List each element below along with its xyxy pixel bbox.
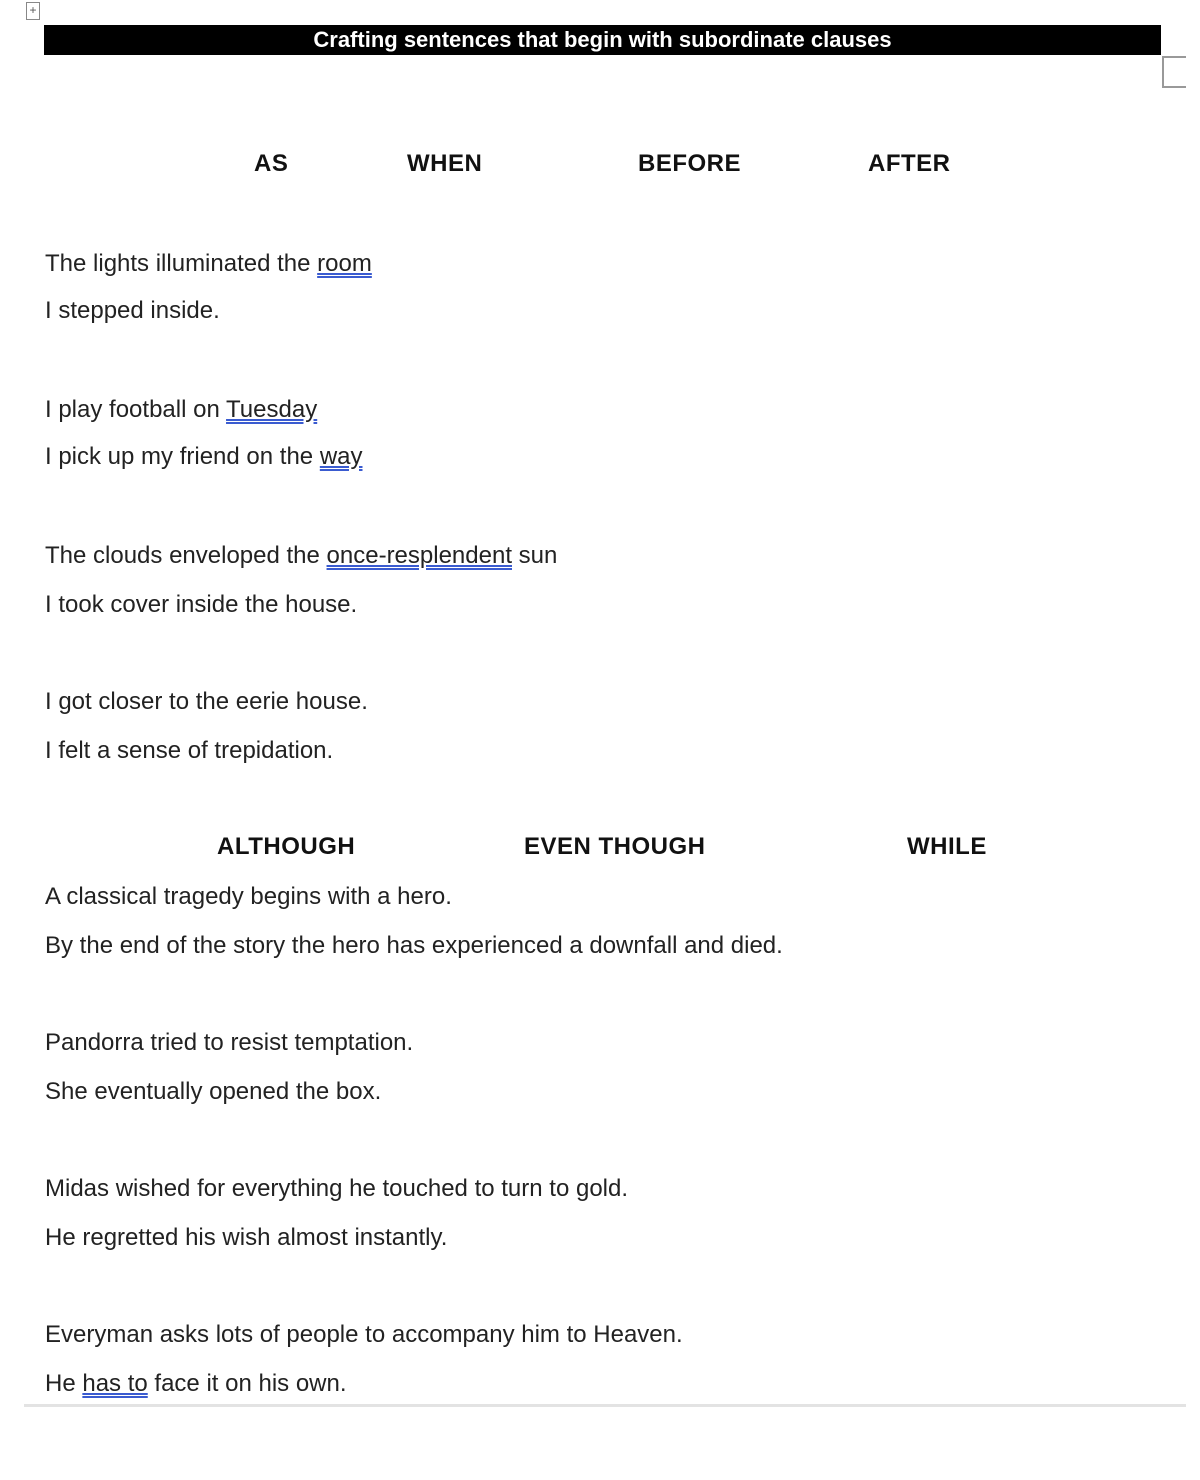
sentence-line: She eventually opened the box. (45, 1078, 382, 1105)
table-move-handle[interactable]: + (26, 2, 40, 20)
sentence-line: I took cover inside the house. (45, 591, 358, 618)
conjunction-when: WHEN (407, 150, 483, 177)
sentence-line: I play football on Tuesday (45, 396, 318, 423)
sentence-line: By the end of the story the hero has experienced a downfall and died. (45, 932, 783, 959)
sentence-line: I stepped inside. (45, 297, 220, 324)
sentence-line: The clouds enveloped the once-resplendent sun (45, 542, 558, 569)
sentence-line: Everyman asks lots of people to accompany him to Heaven. (45, 1321, 683, 1348)
conjunction-as: AS (254, 150, 289, 177)
conjunction-after: AFTER (868, 150, 951, 177)
sentence-line: I got closer to the eerie house. (45, 688, 368, 715)
sentence-line: I felt a sense of trepidation. (45, 737, 334, 764)
page-bottom-rule (24, 1404, 1186, 1407)
table-resize-handle[interactable] (1162, 56, 1186, 88)
sentence-line: He has to face it on his own. (45, 1370, 347, 1397)
conjunction-before: BEFORE (638, 150, 742, 177)
sentence-line: I pick up my friend on the way (45, 443, 363, 470)
conjunction-even-though: EVEN THOUGH (524, 833, 706, 860)
conjunction-although: ALTHOUGH (217, 833, 356, 860)
sentence-line: The lights illuminated the room (45, 250, 372, 277)
sentence-line: Pandorra tried to resist temptation. (45, 1029, 414, 1056)
conjunction-while: WHILE (907, 833, 987, 860)
sentence-line: A classical tragedy begins with a hero. (45, 883, 452, 910)
sentence-line: Midas wished for everything he touched to turn to gold. (45, 1175, 629, 1202)
sentence-line: He regretted his wish almost instantly. (45, 1224, 448, 1251)
page-title: Crafting sentences that begin with subordinate clauses (44, 25, 1161, 55)
